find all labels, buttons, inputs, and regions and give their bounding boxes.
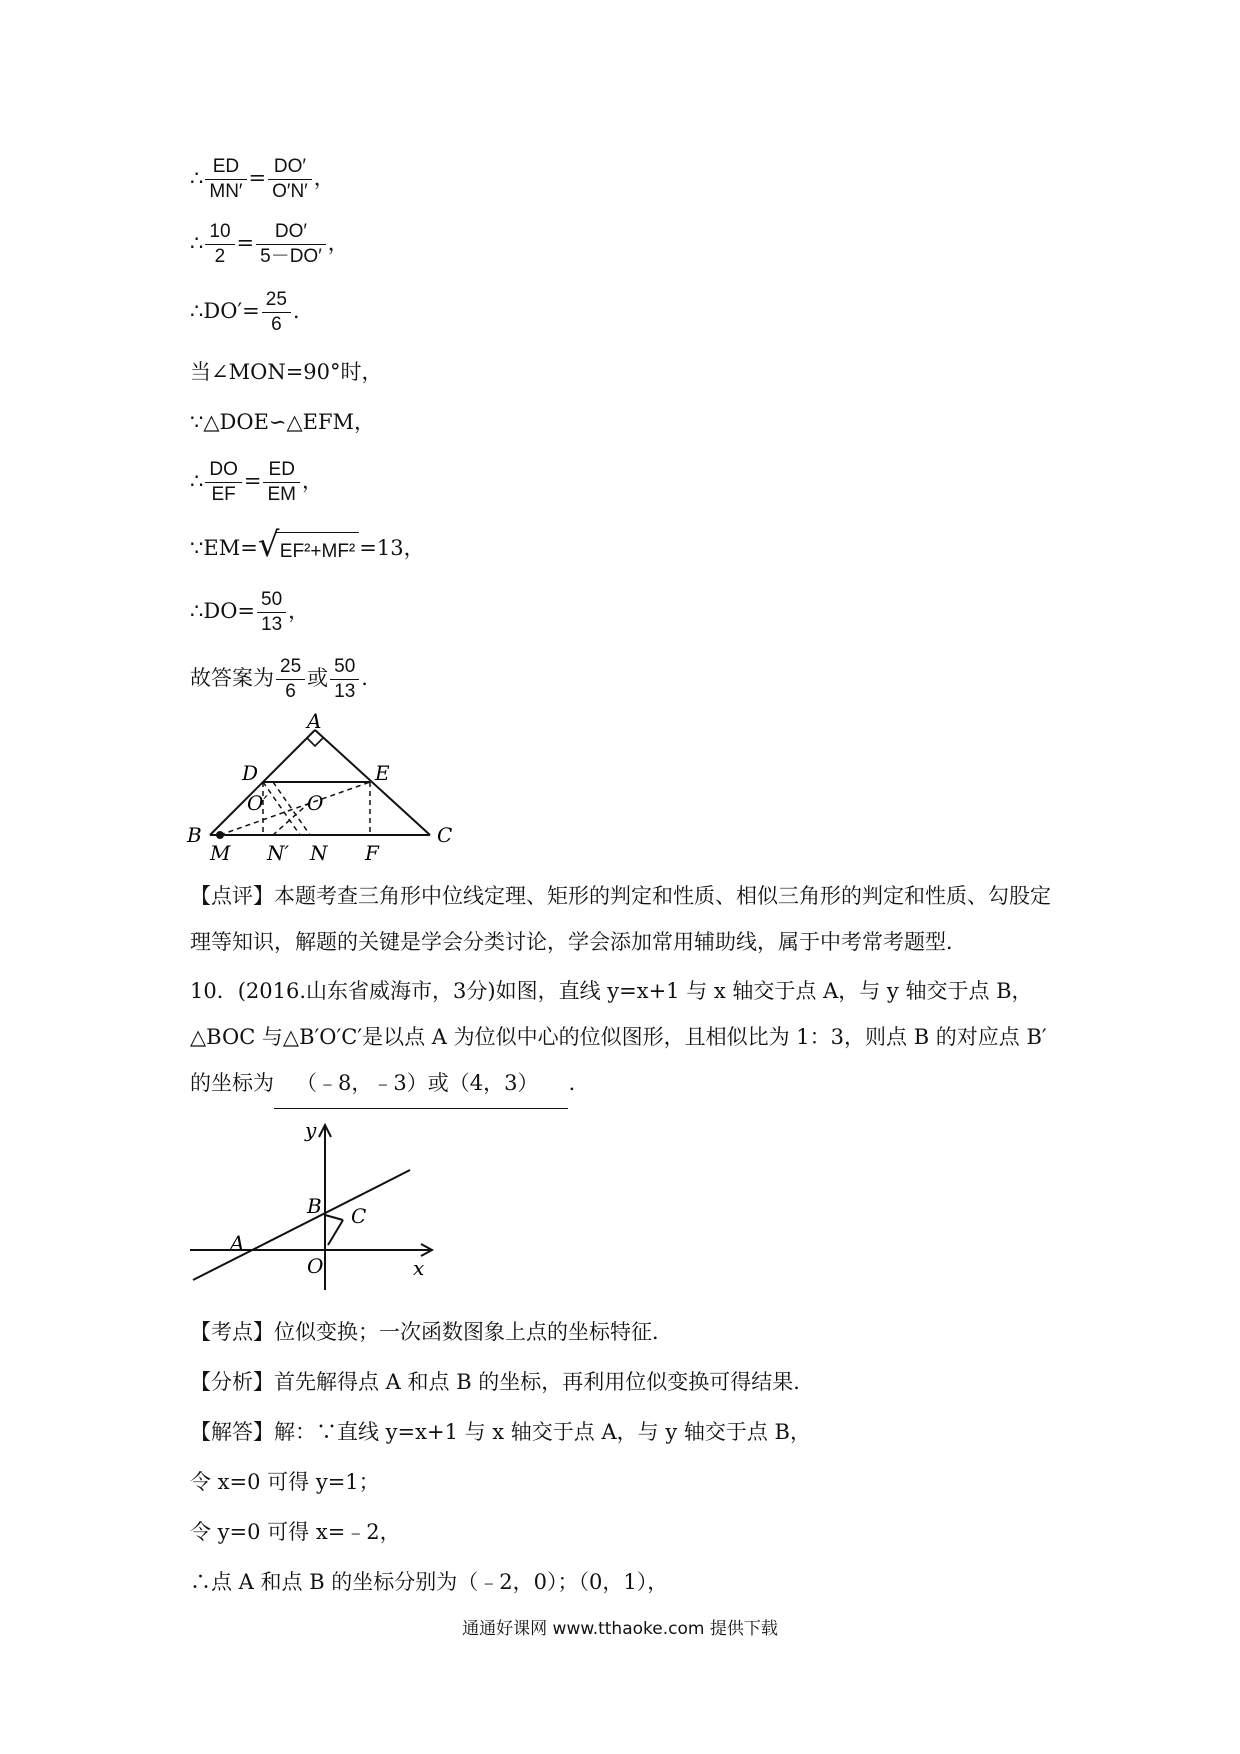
label-m: M [210,841,231,865]
label-o-prime: O′ [247,791,268,815]
coordinate-figure [185,1115,445,1295]
radical-icon: √ [257,525,280,565]
equation-ratio-1: ∴ $\frac{ED}{MN'}$ = $\frac{DO'}{O'N'}$ ， [190,156,335,202]
fraction: $\frac{50}{13}$ [330,655,359,704]
jieda-line: 【解答】解：∵直线 y=x+1 与 x 轴交于点 A，与 y 轴交于点 B， [190,1420,811,1444]
label-c: C [437,823,453,847]
step-line-2: 令 y=0 可得 x=﹣2， [190,1520,401,1544]
fraction: $\frac{DO'}{5-DO'}$ [256,220,326,269]
similarity-statement: ∵△DOE∽△EFM， [190,410,376,434]
answer-blank: （﹣8，﹣3）或（4，3） [274,1060,568,1109]
label-f: F [365,841,379,865]
label-n: N [310,841,328,865]
fenxi-line: 【分析】首先解得点 A 和点 B 的坐标，再利用位似变换可得结果． [190,1370,815,1394]
fraction: $\frac{ED}{EM}$ [263,458,300,507]
answer-line: 故答案为 $\frac{25}{6}$ 或 $\frac{50}{13}$ . [190,656,368,702]
equation-do-prime: ∴DO′= $\frac{25}{6}$ . [190,289,300,335]
equation-ratio-2: ∴ $\frac{10}{2}$ = $\frac{DO'}{5-DO'}$ ， [190,221,349,267]
label-o: O [307,1254,324,1278]
fraction: $\frac{50}{13}$ [257,588,286,637]
fraction: $\frac{ED}{MN'}$ [205,155,246,204]
fraction: $\frac{DO'}{O'N'}$ [268,155,312,204]
label-o: O [307,791,324,815]
square-root: √ EF²+MF² [258,532,359,567]
label-a: A [230,1231,245,1255]
label-y: y [305,1118,317,1142]
label-b: B [307,1194,322,1218]
triangle-figure [185,710,465,865]
label-a: A [307,710,322,733]
label-c: C [351,1204,367,1228]
equation-em: ∵EM= √ EF²+MF² =13， [190,525,425,565]
label-b: B [187,823,202,847]
label-d: D [242,761,259,785]
step-line-1: 令 x=0 可得 y=1； [190,1470,380,1494]
fraction: $\frac{25}{6}$ [262,288,291,337]
fraction: $\frac{25}{6}$ [276,655,305,704]
label-x: x [413,1256,425,1280]
fraction: $\frac{DO}{EF}$ [205,458,242,507]
case-condition: 当∠MON=90°时， [190,360,383,384]
kaodian-line: 【考点】位似变换；一次函数图象上点的坐标特征． [190,1320,673,1344]
step-line-3: ∴点 A 和点 B 的坐标分别为（﹣2，0）；（0，1）， [190,1570,669,1594]
question-10: 10．(2016.山东省威海市，3分)如图，直线 y=x+1 与 x 轴交于点 A，与 y 轴交于点 B，△BOC 与△B′O′C′是以点 A 为位似中心的位似图形，且相似比为 1：3，则点 B 的对应点 B′的坐标为 （﹣8，﹣3）或（4，3） . [190,968,1060,1109]
equation-do: ∴DO= $\frac{50}{13}$ ， [190,589,310,635]
point-m [216,831,224,839]
label-e: E [375,761,390,785]
label-n-prime: N′ [267,841,290,865]
comment-paragraph: 【点评】本题考查三角形中位线定理、矩形的判定和性质、相似三角形的判定和性质、勾股定理等知识，解题的关键是学会分类讨论，学会添加常用辅助线，属于中考常考题型． [190,884,1051,954]
page-footer: 通通好课网 www.tthaoke.com 提供下载 [462,1619,778,1639]
equation-ratio-3: ∴ $\frac{DO}{EF}$ = $\frac{ED}{EM}$ ， [190,459,323,505]
fraction: $\frac{10}{2}$ [205,220,234,269]
